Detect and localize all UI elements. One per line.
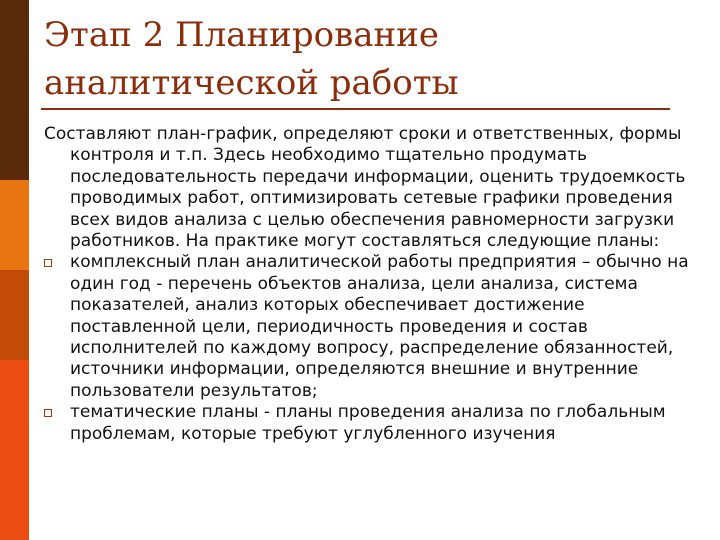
list-item-text: тематические планы - планы проведения анализа по глобальным проблемам, которые требуют углубленного изучения xyxy=(70,402,666,444)
sidebar-segment-orange xyxy=(0,180,29,270)
square-bullet-icon xyxy=(44,259,52,267)
intro-paragraph: Составляют план-график, определяют сроки и ответственных, формы контроля и т.п. Здесь необходимо тщательно продумать последовательность передачи информации, оценить трудоемкость проводимых работ, оптимизировать сетевые графики проведения всех видов анализа с целью обеспечения равномерности загрузки работников. На практике могут составляться следующие планы: xyxy=(44,124,686,252)
slide-body xyxy=(44,124,714,445)
sidebar-segment-rust xyxy=(0,270,29,360)
list-item xyxy=(44,402,714,445)
list-item-text: комплексный план аналитической работы предприятия – обычно на один год - перечень объектов анализа, цели анализа, система показателей, анализ которых обеспечивает достижение поставленной цели, периодичность проведения и состав исполнителей по каждому вопросу, распределение обязанностей, источники информации, определяются внешние и внутренние пользователи результатов; xyxy=(70,252,689,401)
square-bullet-icon xyxy=(44,409,52,417)
sidebar-decoration xyxy=(0,0,29,540)
sidebar-segment-red-orange xyxy=(0,360,29,540)
slide-title: Этап 2 Планирование аналитической работы xyxy=(44,15,459,103)
list-item xyxy=(44,252,714,402)
sidebar-segment-dark-brown xyxy=(0,0,29,180)
title-divider xyxy=(41,108,670,110)
